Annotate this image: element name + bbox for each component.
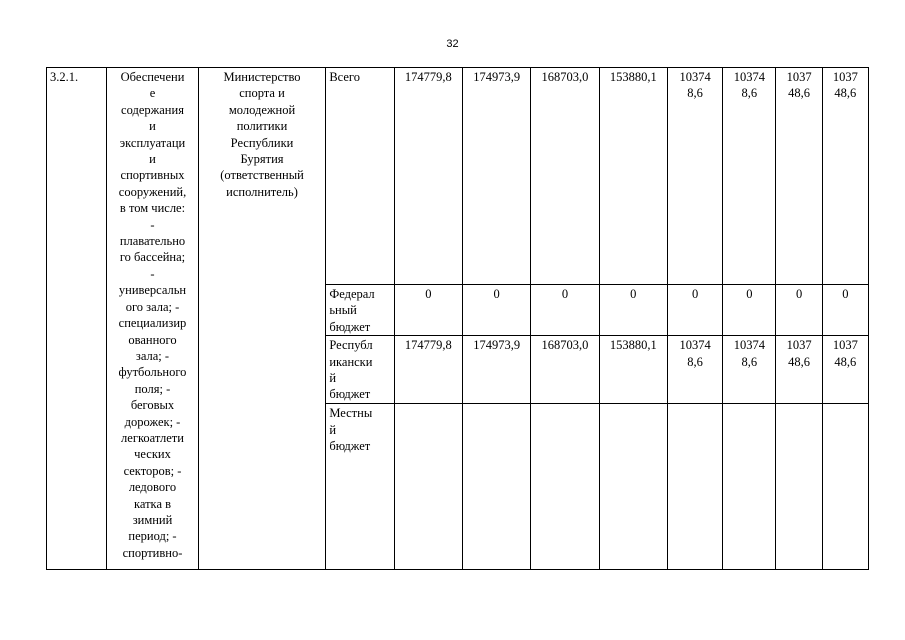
cell-text-line: Министерство <box>223 70 301 84</box>
funding-value-cell <box>776 285 822 336</box>
cell-text-line: содержания <box>121 102 184 117</box>
cell-text-line: 10374 <box>733 338 765 353</box>
cell-text-line: (ответственный <box>220 168 304 183</box>
cell-text-line: бюджет <box>329 387 371 402</box>
cell-text-line: период; - <box>128 529 177 544</box>
cell-text-line: 1037 <box>832 70 858 84</box>
cell-text-line: 0 <box>425 287 432 301</box>
cell-text-line: икански <box>329 354 373 369</box>
cell-text-line: ованного <box>128 332 177 347</box>
cell-text-line: эксплуатаци <box>119 135 186 150</box>
funding-value-cell <box>531 285 599 336</box>
funding-value-cell <box>723 336 776 404</box>
funding-value-cell <box>531 336 599 404</box>
cell-text-line: 10374 <box>733 70 765 84</box>
cell-text-line: 8,6 <box>687 354 703 369</box>
cell-text-line: Всего <box>329 70 360 84</box>
cell-text-line: 48,6 <box>834 354 857 369</box>
cell-text-line: 8,6 <box>741 354 758 369</box>
cell-text-line: и <box>149 152 156 167</box>
cell-text-line: 153880,1 <box>609 70 657 84</box>
cell-text-line: 174779,8 <box>404 70 452 84</box>
funding-value-cell <box>822 336 868 404</box>
cell-text-line: 0 <box>561 287 569 301</box>
cell-text-line: универсальн <box>118 283 187 298</box>
cell-text-line: 10374 <box>679 70 711 84</box>
table-row <box>47 68 869 285</box>
event-name-cell <box>107 68 198 570</box>
row-number-cell: 3.2.1. <box>47 68 107 570</box>
cell-text-line: - <box>150 217 155 232</box>
cell-text-line: 1037 <box>786 70 812 84</box>
cell-text-line: е <box>149 86 156 101</box>
cell-text-line: политики <box>236 119 288 134</box>
funding-source-cell <box>326 404 394 570</box>
cell-text-line: 0 <box>746 287 753 301</box>
funding-value-cell <box>599 404 667 570</box>
funding-value-cell <box>462 336 530 404</box>
funding-value-cell <box>667 336 722 404</box>
cell-text-line: Обеспечени <box>120 70 185 84</box>
cell-text-line: 48,6 <box>788 354 811 369</box>
cell-text-line: - <box>150 266 155 281</box>
cell-text-line: спортивно- <box>122 545 183 560</box>
cell-text-line: беговых <box>130 398 175 413</box>
program-table <box>46 67 869 570</box>
cell-text-line: Республики <box>230 135 294 150</box>
funding-value-cell <box>599 68 667 285</box>
funding-source-cell <box>326 336 394 404</box>
funding-value-cell <box>394 404 462 570</box>
funding-value-cell <box>394 336 462 404</box>
cell-text-line: 1037 <box>786 338 812 353</box>
funding-value-cell <box>599 285 667 336</box>
cell-text-line: 10374 <box>679 338 711 353</box>
funding-value-cell <box>776 404 822 570</box>
cell-text-line: в том числе: <box>119 201 186 216</box>
cell-text-line: Республ <box>329 338 373 353</box>
cell-text-line: 0 <box>691 287 699 301</box>
funding-value-cell <box>667 404 722 570</box>
cell-text-line: спортивных <box>120 168 185 183</box>
funding-value-cell <box>822 404 868 570</box>
cell-text-line: Федерал <box>329 287 375 301</box>
cell-text-line: 0 <box>493 287 500 301</box>
funding-value-cell <box>531 68 599 285</box>
cell-text-line: 48,6 <box>834 86 857 101</box>
cell-text-line: ледового <box>128 480 177 495</box>
executor-cell <box>198 68 326 570</box>
cell-text-line: 168703,0 <box>541 70 589 84</box>
funding-value-cell <box>462 68 530 285</box>
cell-text-line: 153880,1 <box>609 338 657 353</box>
cell-text-line: секторов; - <box>123 463 182 478</box>
cell-text-line: ого зала; - <box>125 299 180 314</box>
page-number: 32 <box>446 38 459 50</box>
funding-value-cell <box>776 336 822 404</box>
funding-value-cell <box>723 285 776 336</box>
cell-text-line: специализир <box>118 316 187 331</box>
cell-text-line: 8,6 <box>687 86 703 101</box>
cell-text-line: поля; - <box>134 381 171 396</box>
cell-text-line: 48,6 <box>788 86 811 101</box>
cell-text-line: Местны <box>329 406 373 421</box>
cell-text-line: спорта и <box>239 86 285 101</box>
cell-text-line: ьный <box>329 303 357 318</box>
cell-text-line: зала; - <box>135 348 170 363</box>
cell-text-line: 0 <box>795 287 803 301</box>
cell-text-line: 174973,9 <box>473 70 521 84</box>
cell-text-line: исполнитель) <box>226 184 298 199</box>
cell-text-line: сооружений, <box>118 184 187 199</box>
cell-text-line: й <box>329 422 337 437</box>
funding-value-cell <box>667 285 722 336</box>
cell-text-line: 168703,0 <box>541 338 589 353</box>
cell-text-line: ческих <box>134 447 171 462</box>
funding-value-cell <box>723 68 776 285</box>
cell-text-line: зимний <box>132 512 173 527</box>
cell-text-line: 0 <box>842 287 849 301</box>
funding-value-cell <box>723 404 776 570</box>
cell-text-line: легкоатлети <box>121 430 184 445</box>
funding-value-cell <box>822 285 868 336</box>
funding-value-cell <box>599 336 667 404</box>
cell-text-line: бюджет <box>329 439 371 454</box>
funding-value-cell <box>776 68 822 285</box>
funding-source-cell <box>326 68 394 285</box>
funding-value-cell <box>462 285 530 336</box>
funding-value-cell <box>531 404 599 570</box>
cell-text-line: и <box>149 119 156 134</box>
cell-text-line: катка в <box>133 496 172 511</box>
cell-text-line: 174779,8 <box>404 338 452 353</box>
cell-text-line: плавательно <box>119 234 186 249</box>
funding-value-cell <box>462 404 530 570</box>
cell-text-line: Бурятия <box>240 152 284 167</box>
funding-value-cell <box>822 68 868 285</box>
cell-text-line: бюджет <box>329 319 371 334</box>
cell-text-line: 174973,9 <box>473 338 521 353</box>
cell-text-line: 0 <box>630 287 637 301</box>
cell-text-line: молодежной <box>228 102 296 117</box>
cell-text-line: дорожек; - <box>124 414 181 429</box>
cell-text-line: 8,6 <box>741 86 758 101</box>
funding-value-cell <box>394 68 462 285</box>
cell-text-line: 1037 <box>832 338 858 353</box>
funding-source-cell <box>326 285 394 336</box>
cell-text-line: футбольного <box>118 365 187 380</box>
cell-text-line: го бассейна; <box>119 250 186 265</box>
cell-text-line: й <box>329 371 337 386</box>
funding-value-cell <box>394 285 462 336</box>
funding-value-cell <box>667 68 722 285</box>
